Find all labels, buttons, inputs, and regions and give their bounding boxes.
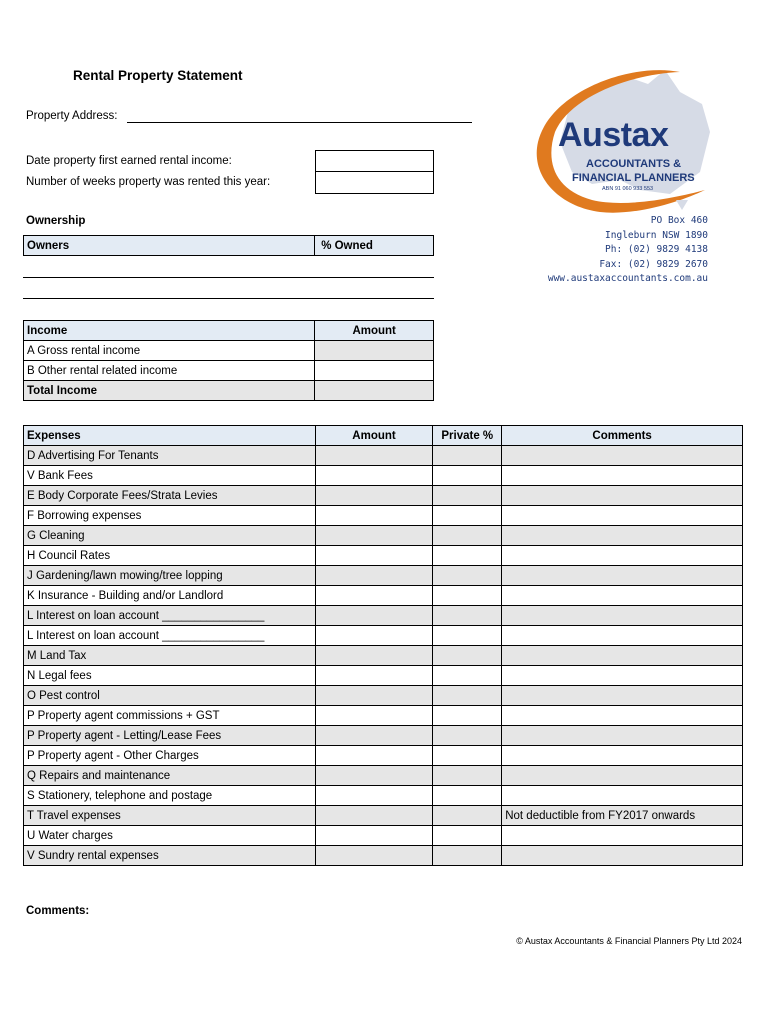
expense-label: O Pest control — [24, 686, 316, 706]
expense-amount-cell[interactable] — [315, 666, 433, 686]
expense-amount-cell[interactable] — [315, 726, 433, 746]
expense-label: P Property agent - Letting/Lease Fees — [24, 726, 316, 746]
expense-comment-cell[interactable] — [502, 786, 743, 806]
expense-label: G Cleaning — [24, 526, 316, 546]
austax-logo — [530, 62, 730, 222]
date-first-income-label: Date property first earned rental income: — [26, 155, 232, 167]
expense-amount-cell[interactable] — [315, 646, 433, 666]
expense-private-cell[interactable] — [433, 466, 502, 486]
expense-row — [24, 686, 743, 706]
contact-fax: Fax: (02) 9829 2670 — [599, 258, 708, 270]
contact-address: Ingleburn NSW 1890 — [605, 229, 708, 241]
expense-label: L Interest on loan account ________________ — [24, 606, 316, 626]
property-address-label: Property Address: — [26, 110, 118, 122]
income-header: Income — [24, 321, 315, 341]
expense-amount-cell[interactable] — [315, 746, 433, 766]
expense-comment-cell[interactable] — [502, 586, 743, 606]
expense-label: N Legal fees — [24, 666, 316, 686]
expense-private-cell[interactable] — [433, 486, 502, 506]
expense-row — [24, 726, 743, 746]
ownership-table — [23, 235, 434, 256]
expense-label: F Borrowing expenses — [24, 506, 316, 526]
expense-comment-cell[interactable] — [502, 566, 743, 586]
logo-line1: ACCOUNTANTS & — [586, 158, 682, 170]
expense-comment-cell[interactable] — [502, 646, 743, 666]
expense-amount-cell[interactable] — [315, 506, 433, 526]
income-amount-header: Amount — [315, 321, 434, 341]
expense-amount-cell[interactable] — [315, 526, 433, 546]
expense-comment-cell[interactable] — [502, 846, 743, 866]
expense-row — [24, 626, 743, 646]
expense-comment-cell[interactable] — [502, 606, 743, 626]
expense-comment-cell[interactable] — [502, 626, 743, 646]
expense-private-cell[interactable] — [433, 546, 502, 566]
expenses-header: Expenses — [24, 426, 316, 446]
expense-comment-cell[interactable] — [502, 486, 743, 506]
expense-private-cell[interactable] — [433, 706, 502, 726]
expense-amount-cell[interactable] — [315, 626, 433, 646]
expense-amount-cell[interactable] — [315, 846, 433, 866]
expense-private-cell[interactable] — [433, 446, 502, 466]
expense-label: V Bank Fees — [24, 466, 316, 486]
logo-line2: FINANCIAL PLANNERS — [572, 172, 695, 184]
income-row-label: A Gross rental income — [24, 341, 315, 361]
weeks-rented-label: Number of weeks property was rented this year: — [26, 176, 271, 188]
expense-private-cell[interactable] — [433, 566, 502, 586]
expense-private-cell[interactable] — [433, 606, 502, 626]
owners-header: Owners — [24, 236, 315, 256]
private-header: Private % — [433, 426, 502, 446]
expense-private-cell[interactable] — [433, 746, 502, 766]
expense-comment-cell[interactable] — [502, 746, 743, 766]
expense-comment-cell[interactable] — [502, 826, 743, 846]
expense-amount-cell[interactable] — [315, 766, 433, 786]
contact-website[interactable]: www.austaxaccountants.com.au — [547, 273, 708, 284]
expense-amount-cell[interactable] — [315, 806, 433, 826]
expense-comment-cell[interactable] — [502, 446, 743, 466]
expense-private-cell[interactable] — [433, 846, 502, 866]
expense-row — [24, 466, 743, 486]
income-amount-cell[interactable] — [315, 361, 434, 381]
expense-private-cell[interactable] — [433, 526, 502, 546]
expense-amount-cell[interactable] — [315, 606, 433, 626]
expense-amount-cell[interactable] — [315, 706, 433, 726]
expense-row — [24, 706, 743, 726]
expense-label: D Advertising For Tenants — [24, 446, 316, 466]
expense-label: P Property agent commissions + GST — [24, 706, 316, 726]
expense-label: E Body Corporate Fees/Strata Levies — [24, 486, 316, 506]
expense-label: T Travel expenses — [24, 806, 316, 826]
contact-phone: Ph: (02) 9829 4138 — [605, 244, 708, 255]
expense-amount-cell[interactable] — [315, 546, 433, 566]
expense-private-cell[interactable] — [433, 806, 502, 826]
expense-amount-cell[interactable] — [315, 826, 433, 846]
expense-private-cell[interactable] — [433, 766, 502, 786]
expense-amount-cell[interactable] — [315, 466, 433, 486]
expense-row — [24, 566, 743, 586]
expense-comment-cell[interactable] — [502, 726, 743, 746]
expense-row — [24, 526, 743, 546]
expense-comment-cell[interactable] — [502, 546, 743, 566]
expense-comment-cell[interactable] — [502, 666, 743, 686]
expense-amount-cell[interactable] — [315, 486, 433, 506]
expense-row — [24, 546, 743, 566]
expense-row — [24, 806, 743, 826]
property-address-field[interactable] — [127, 122, 472, 123]
expense-comment-cell[interactable] — [502, 526, 743, 546]
expense-label: J Gardening/lawn mowing/tree lopping — [24, 566, 316, 586]
expense-label: M Land Tax — [24, 646, 316, 666]
expense-private-cell[interactable] — [433, 686, 502, 706]
comments-header: Comments — [502, 426, 743, 446]
expense-row — [24, 826, 743, 846]
owned-header: % Owned — [315, 236, 434, 256]
expense-row — [24, 766, 743, 786]
expense-comment-cell[interactable] — [502, 466, 743, 486]
expense-row — [24, 486, 743, 506]
owner-line-1[interactable] — [23, 277, 434, 278]
expense-comment-cell[interactable]: Not deductible from FY2017 onwards — [502, 806, 743, 826]
expense-label: K Insurance - Building and/or Landlord — [24, 586, 316, 606]
comments-label: Comments: — [26, 905, 90, 917]
expense-label: H Council Rates — [24, 546, 316, 566]
expense-private-cell[interactable] — [433, 786, 502, 806]
expenses-amount-header: Amount — [315, 426, 433, 446]
ownership-title: Ownership — [26, 215, 86, 227]
expense-private-cell[interactable] — [433, 726, 502, 746]
expense-row — [24, 786, 743, 806]
expense-row — [24, 446, 743, 466]
total-income-label: Total Income — [24, 381, 315, 401]
income-row-label: B Other rental related income — [24, 361, 315, 381]
date-first-income-field[interactable] — [315, 150, 434, 172]
expense-row — [24, 746, 743, 766]
expense-amount-cell[interactable] — [315, 686, 433, 706]
expense-row — [24, 666, 743, 686]
logo-abn: ABN 91 060 933 553 — [602, 186, 654, 192]
expense-amount-cell[interactable] — [315, 586, 433, 606]
expense-label: V Sundry rental expenses — [24, 846, 316, 866]
expense-amount-cell[interactable] — [315, 446, 433, 466]
expense-comment-cell[interactable] — [502, 506, 743, 526]
logo-brand: Austax — [558, 116, 669, 154]
expense-private-cell[interactable] — [433, 626, 502, 646]
expense-row — [24, 606, 743, 626]
expense-label: U Water charges — [24, 826, 316, 846]
expense-label: P Property agent - Other Charges — [24, 746, 316, 766]
expense-private-cell[interactable] — [433, 666, 502, 686]
contact-block — [548, 214, 708, 287]
contact-po-box: PO Box 460 — [650, 215, 708, 226]
expense-private-cell[interactable] — [433, 586, 502, 606]
expense-label: L Interest on loan account ________________ — [24, 626, 316, 646]
expenses-table — [23, 425, 743, 866]
expense-row — [24, 846, 743, 866]
expense-row — [24, 646, 743, 666]
expense-comment-cell[interactable] — [502, 766, 743, 786]
copyright-text: © Austax Accountants & Financial Planners Pty Ltd 2024 — [516, 936, 742, 946]
owner-line-2[interactable] — [23, 298, 434, 299]
expense-amount-cell[interactable] — [315, 566, 433, 586]
expense-private-cell[interactable] — [433, 826, 502, 846]
expense-label: S Stationery, telephone and postage — [24, 786, 316, 806]
expense-private-cell[interactable] — [433, 506, 502, 526]
page-title: Rental Property Statement — [73, 68, 243, 83]
expense-comment-cell[interactable] — [502, 706, 743, 726]
expense-row — [24, 586, 743, 606]
expense-private-cell[interactable] — [433, 646, 502, 666]
expense-row — [24, 506, 743, 526]
total-income-cell[interactable] — [315, 381, 434, 401]
income-table — [23, 320, 434, 401]
income-amount-cell[interactable] — [315, 341, 434, 361]
weeks-rented-field[interactable] — [315, 172, 434, 194]
expense-comment-cell[interactable] — [502, 686, 743, 706]
expense-label: Q Repairs and maintenance — [24, 766, 316, 786]
expense-amount-cell[interactable] — [315, 786, 433, 806]
